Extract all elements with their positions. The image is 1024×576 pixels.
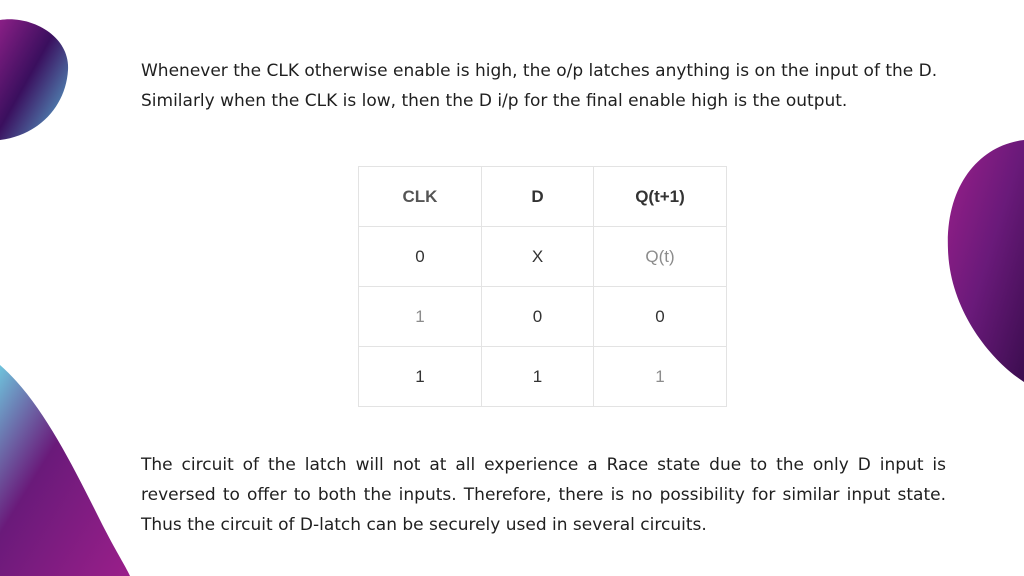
intro-paragraph: Whenever the CLK otherwise enable is high, the o/p latches anything is on the input of the D. Similarly when the CLK is low, then the D i/p for the final enable high is the output. [141, 61, 938, 111]
header-q: Q(t+1) [594, 167, 727, 227]
table-row [359, 287, 727, 347]
conclusion-paragraph: The circuit of the latch will not at all experience a Race state due to the only D input is reversed to offer to both the inputs. Therefore, there is no possibility for similar input state. Thus the circuit of D-latch can be securely used in several circuits. [141, 455, 946, 535]
table-header-row [359, 167, 727, 227]
table-cell: 0 [482, 287, 594, 347]
table-cell: 1 [359, 347, 482, 407]
table-cell: 0 [594, 287, 727, 347]
decor-blob-right [940, 130, 1024, 390]
table-cell: 1 [482, 347, 594, 407]
table-row [359, 227, 727, 287]
header-clk: CLK [359, 167, 482, 227]
table-cell: X [482, 227, 594, 287]
table-cell: 0 [359, 227, 482, 287]
header-d: D [482, 167, 594, 227]
table-row [359, 347, 727, 407]
decor-blob-bottom-left [0, 360, 140, 576]
table-cell: 1 [594, 347, 727, 407]
table-cell: Q(t) [594, 227, 727, 287]
truth-table [358, 166, 727, 407]
table-cell: 1 [359, 287, 482, 347]
decor-blob-top-left [0, 0, 80, 150]
